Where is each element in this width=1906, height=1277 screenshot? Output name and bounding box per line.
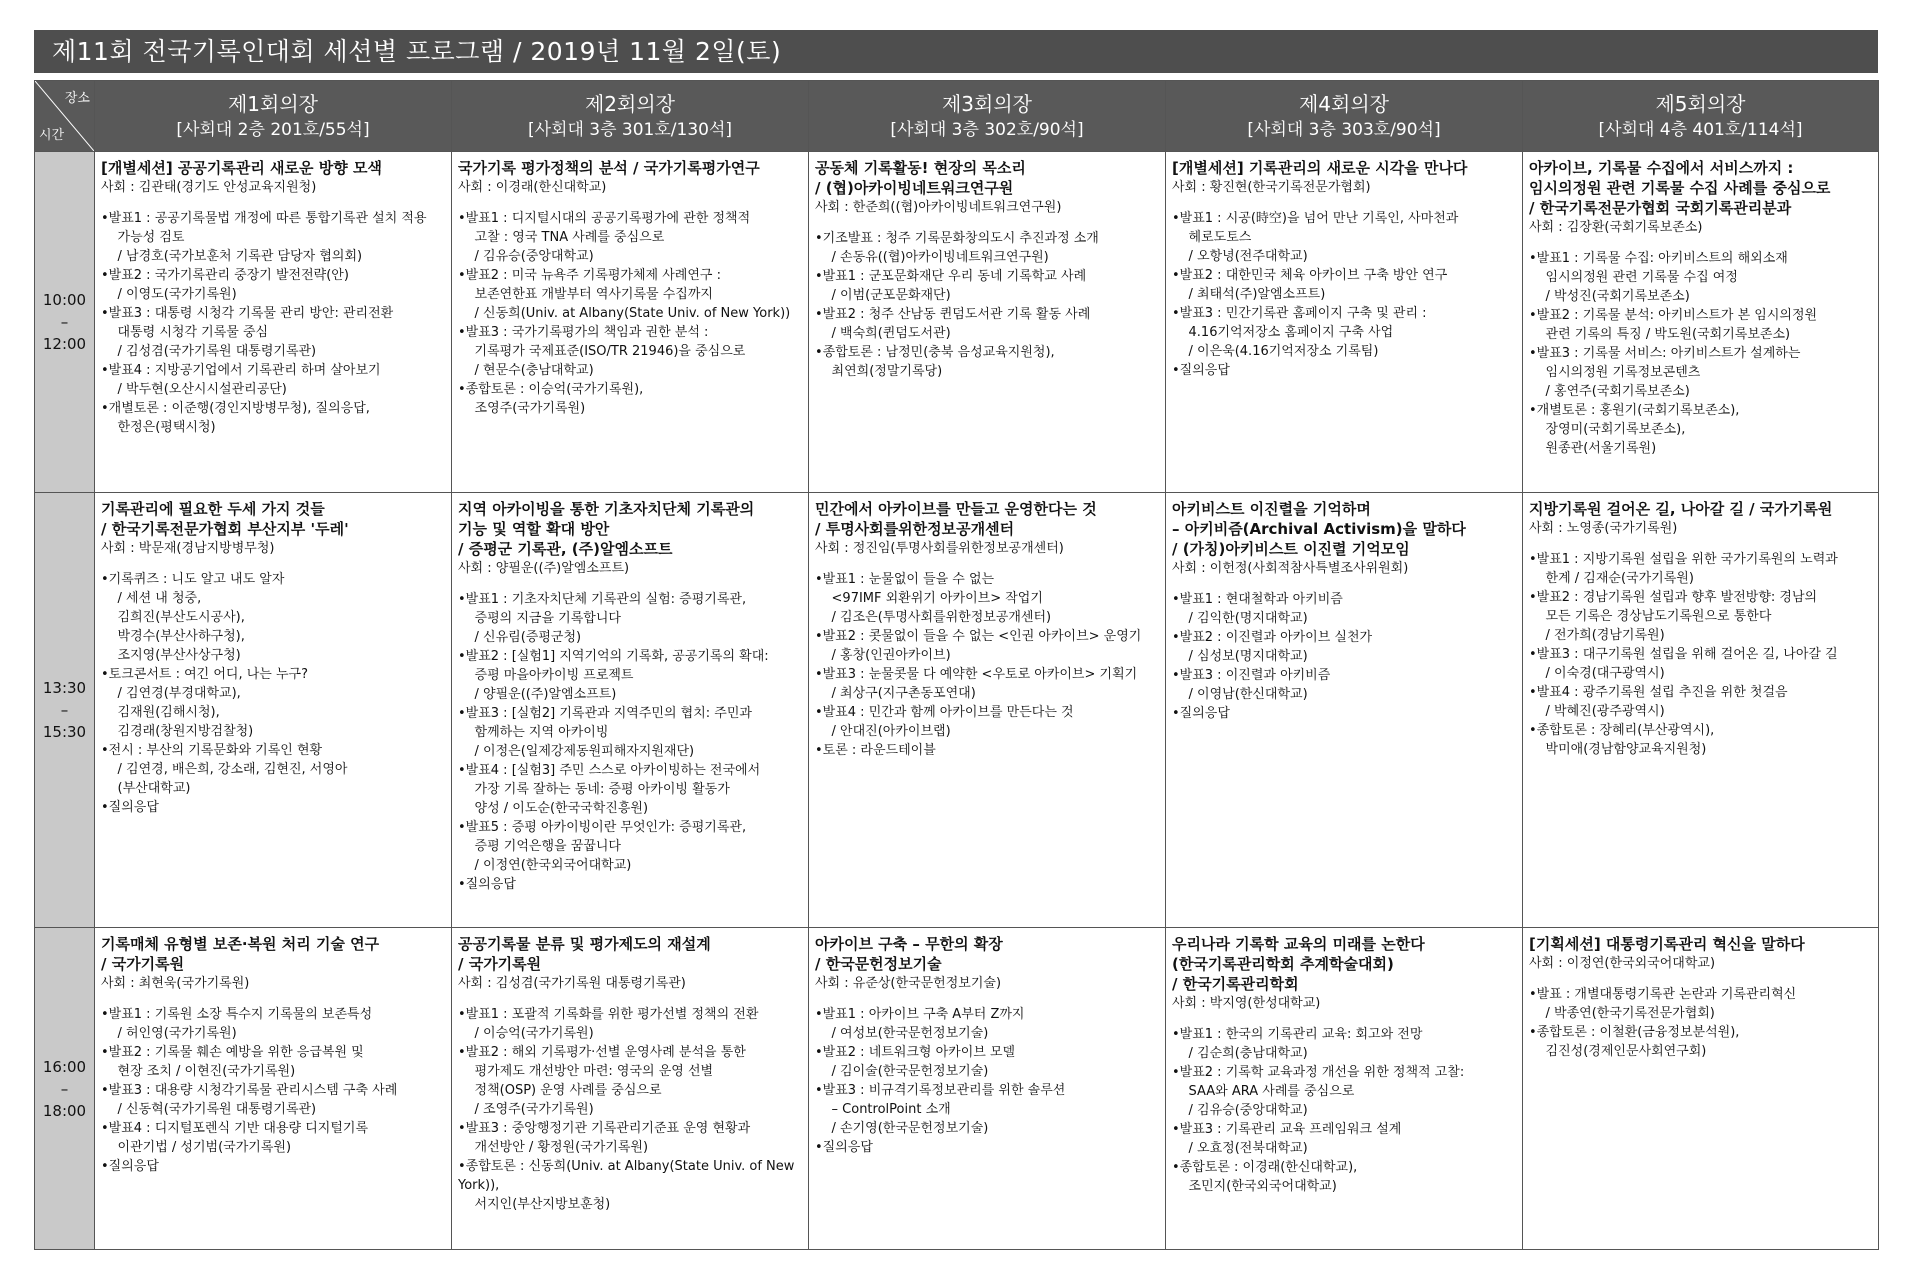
room-header-3: [809, 81, 1166, 152]
program-line: 서지인(부산지방보훈청): [458, 1197, 611, 1212]
session-cell: [95, 493, 452, 928]
session-program: [458, 209, 803, 418]
program-line: 양성 / 이도순(한국국학진흥원): [458, 801, 649, 816]
program-line: / 김연경, 배은희, 강소래, 김현진, 서영아: [101, 762, 348, 777]
session-program: [458, 590, 803, 894]
program-line: •개별토론 : 홍원기(국회기록보존소),: [1529, 403, 1740, 418]
program-line: 한정은(평택시청): [101, 420, 216, 435]
program-line: •발표3 : [실험2] 기록관과 지역주민의 협치: 주민과: [458, 706, 752, 721]
session-program: [101, 570, 446, 817]
time-cell: [35, 152, 95, 493]
session-title: 공동체 기록활동! 현장의 목소리: [815, 159, 1026, 177]
program-line: / 박종연(한국기록전문가협회): [1529, 1006, 1715, 1021]
program-line: •발표2 : 네트워크형 아카이브 모델: [815, 1045, 1016, 1060]
program-line: / 백숙희(퀸덤도서관): [815, 326, 951, 341]
program-line: 김희진(부산도시공사),: [101, 610, 245, 625]
program-line: •발표2 : 기록물 훼손 예방을 위한 응급복원 및: [101, 1045, 364, 1060]
room-location: [사회대 3층 301호/130석]: [527, 120, 733, 140]
program-line: 모든 기록은 경상남도기록원으로 통한다: [1529, 609, 1772, 624]
program-line: •질의응답: [1172, 363, 1230, 378]
time-end: 12:00: [42, 335, 87, 353]
time-cell: [35, 928, 95, 1250]
program-line: •종합토론 : 남정민(충북 음성교육지원청),: [815, 345, 1055, 360]
program-line: •발표2 : 콧물없이 들을 수 없는 <인권 아카이브> 운영기: [815, 629, 1142, 644]
session-moderator: 사회 : 이정연(한국외국어대학교): [1529, 956, 1716, 971]
program-line: •발표4 : [실험3] 주민 스스로 아카이빙하는 전국에서: [458, 763, 761, 778]
program-line: •발표4 : 지방공기업에서 기록관리 하며 살아보기: [101, 363, 381, 378]
session-moderator: 사회 : 정진임(투명사회를위한정보공개센터): [815, 541, 1064, 556]
session-title: 임시의정원 관련 기록물 수집 사례를 중심으로: [1529, 179, 1831, 197]
room-location: [사회대 4층 401호/114석]: [1598, 120, 1803, 140]
program-line: •종합토론 : 장혜리(부산광역시),: [1529, 723, 1715, 738]
program-line: 함께하는 지역 아카이빙: [458, 725, 609, 740]
program-line: 증평 마을아카이빙 프로젝트: [458, 668, 634, 683]
program-line: •질의응답: [101, 1159, 159, 1174]
program-line: •발표2 : 경남기록원 설립과 향후 발전방향: 경남의: [1529, 590, 1818, 605]
session-cell: [452, 152, 809, 493]
program-line: •질의응답: [815, 1140, 873, 1155]
session-program: [815, 570, 1160, 760]
program-line: / 최상구(지구촌동포연대): [815, 686, 976, 701]
program-line: 조민지(한국외국어대학교): [1172, 1179, 1337, 1194]
session-program: [815, 1005, 1160, 1157]
program-line: •발표4 : 민간과 함께 아카이브를 만든다는 것: [815, 705, 1074, 720]
program-table: [34, 80, 1879, 1250]
program-line: 김진성(경제인문사회연구회): [1529, 1044, 1707, 1059]
program-line: •발표1 : 공공기록물법 개정에 따른 통합기록관 설치 적용: [101, 211, 427, 226]
room-name: 제1회의장: [227, 92, 318, 116]
program-line: / 신유림(증평군청): [458, 630, 582, 645]
program-line: / 세션 내 청중,: [101, 591, 202, 606]
session-title: – 아키비즘(Archival Activism)을 말하다: [1172, 520, 1466, 538]
session-title: 아카이브 구축 – 무한의 확장: [815, 935, 1003, 953]
corner-cell: [35, 81, 95, 152]
program-line: 원종관(서울기록원): [1529, 441, 1657, 456]
session-title: / 증평군 기록관, (주)알엠소프트: [458, 540, 673, 558]
program-line: •기조발표 : 청주 기록문화창의도시 추진과정 소개: [815, 231, 1099, 246]
program-line: 임시의정원 기록정보콘텐츠: [1529, 365, 1701, 380]
program-line: 기록평가 국제표준(ISO/TR 21946)을 중심으로: [458, 344, 746, 359]
room-header-2: [452, 81, 809, 152]
program-line: •발표2 : 해외 기록평가·선별 운영사례 분석을 통한: [458, 1045, 746, 1060]
program-line: <97IMF 외환위기 아카이브> 작업기: [815, 591, 1043, 606]
program-line: •발표2 : 국가기록관리 중장기 발전전략(안): [101, 268, 349, 283]
session-cell: [1166, 493, 1523, 928]
session-title: [개별세션] 기록관리의 새로운 시각을 만나다: [1172, 159, 1468, 177]
time-start: 10:00: [42, 291, 87, 309]
session-program: [101, 209, 446, 437]
program-line: •발표 : 개별대통령기록관 논란과 기록관리혁신: [1529, 987, 1797, 1002]
session-title: 공공기록물 분류 및 평가제도의 재설계: [458, 935, 711, 953]
program-line: 현장 조치 / 이현진(국가기록원): [101, 1064, 296, 1079]
program-line: / 양필운((주)알엠소프트): [458, 687, 617, 702]
session-cell: [809, 928, 1166, 1250]
program-line: •발표3 : 대용량 시청각기록물 관리시스템 구축 사례: [101, 1083, 398, 1098]
program-line: •발표3 : 이진렬과 아키비즘: [1172, 668, 1331, 683]
program-line: / 최태석(주)알엠소프트): [1172, 287, 1326, 302]
program-line: / 이범(군포문화재단): [815, 288, 951, 303]
session-moderator: 사회 : 김장환(국회기록보존소): [1529, 220, 1703, 235]
program-line: •발표1 : 시공(時空)을 넘어 만난 기록인, 사마천과: [1172, 211, 1459, 226]
page-title: 제11회 전국기록인대회 세션별 프로그램 / 2019년 11월 2일(토): [34, 30, 1878, 73]
program-line: / 김조은(투명사회를위한정보공개센터): [815, 610, 1052, 625]
program-line: / 김익한(명지대학교): [1172, 611, 1308, 626]
program-line: •질의응답: [1172, 706, 1230, 721]
session-cell: [1523, 928, 1879, 1250]
program-line: 관련 기록의 특징 / 박도원(국회기록보존소): [1529, 327, 1791, 342]
program-line: / 여성보(한국문헌정보기술): [815, 1026, 989, 1041]
time-cell: [35, 493, 95, 928]
program-line: •발표1 : 현대철학과 아키비즘: [1172, 592, 1343, 607]
session-title: 아카이브, 기록물 수집에서 서비스까지 :: [1529, 159, 1794, 177]
session-title: / 한국기록전문가협회 부산지부 '두레': [101, 520, 349, 538]
room-header-4: [1166, 81, 1523, 152]
program-line: •발표1 : 포괄적 기록화를 위한 평가선별 정책의 전환: [458, 1007, 759, 1022]
program-line: •발표2 : 청주 산남동 퀸덤도서관 기록 활동 사례: [815, 307, 1091, 322]
session-moderator: 사회 : 양필운((주)알엠소프트): [458, 561, 630, 576]
program-line: / 박혜진(광주광역시): [1529, 704, 1665, 719]
session-title: / 국가기록원: [101, 955, 185, 973]
session-title: / 국가기록원: [458, 955, 542, 973]
program-line: SAA와 ARA 사례를 중심으로: [1172, 1084, 1355, 1099]
time-slot-row: [35, 928, 1879, 1250]
program-line: 증평 기억은행을 꿈꿉니다: [458, 839, 621, 854]
session-moderator: 사회 : 최현욱(국가기록원): [101, 976, 250, 991]
session-program: [1172, 209, 1517, 380]
session-title: / 한국문헌정보기술: [815, 955, 942, 973]
session-moderator: 사회 : 박문재(경남지방병무청): [101, 541, 275, 556]
room-header-row: [35, 81, 1879, 152]
program-line: – ControlPoint 소개: [815, 1102, 951, 1117]
session-moderator: 사회 : 김관태(경기도 안성교육지원청): [101, 180, 317, 195]
room-header-1: [95, 81, 452, 152]
program-line: / 김유승(중앙대학교): [458, 249, 594, 264]
program-line: •개별토론 : 이준행(경인지방병무청), 질의응답,: [101, 401, 370, 416]
session-title: 기록매체 유형별 보존·복원 처리 기술 연구: [101, 935, 380, 953]
session-program: [1529, 985, 1873, 1061]
room-header-5: [1523, 81, 1879, 152]
program-line: / 김성겸(국가기록원 대통령기록관): [101, 344, 317, 359]
session-moderator: 사회 : 유준상(한국문헌정보기술): [815, 976, 1002, 991]
program-line: 고찰 : 영국 TNA 사례를 중심으로: [458, 230, 665, 245]
session-title: 지역 아카이빙을 통한 기초자치단체 기록관의: [458, 500, 755, 518]
program-line: / 남경호(국가보훈처 기록관 담당자 협의회): [101, 249, 363, 264]
session-title: (한국기록관리학회 추계학술대회): [1172, 955, 1394, 973]
program-line: •기록퀴즈 : 니도 알고 내도 알자: [101, 572, 285, 587]
program-line: •발표1 : 아카이브 구축 A부터 Z까지: [815, 1007, 1025, 1022]
program-line: •발표1 : 디지털시대의 공공기록평가에 관한 정책적: [458, 211, 751, 226]
time-start: 13:30: [42, 679, 87, 697]
session-program: [101, 1005, 446, 1176]
program-line: •발표2 : 대한민국 체육 아카이브 구축 방안 연구: [1172, 268, 1448, 283]
program-line: 박미애(경남함양교육지원청): [1529, 742, 1707, 757]
program-line: •발표2 : 기록학 교육과정 개선을 위한 정책적 고찰:: [1172, 1065, 1465, 1080]
session-cell: [1166, 928, 1523, 1250]
program-line: •종합토론 : 이경래(한신대학교),: [1172, 1160, 1358, 1175]
program-line: / 손기영(한국문헌정보기술): [815, 1121, 989, 1136]
program-line: / 오효정(전북대학교): [1172, 1141, 1308, 1156]
program-line: •발표3 : 대통령 시청각 기록물 관리 방안: 관리전환: [101, 306, 394, 321]
program-line: 대통령 시청각 기록물 중심: [101, 325, 269, 340]
program-line: 김재원(김해시청),: [101, 705, 220, 720]
program-line: •토크콘서트 : 여긴 어디, 나는 누구?: [101, 667, 308, 682]
place-label: 장소: [64, 91, 90, 106]
session-title: 기능 및 역할 확대 방안: [458, 520, 610, 538]
program-line: 최연희(정말기록당): [815, 364, 943, 379]
program-line: •토론 : 라운드테이블: [815, 743, 936, 758]
program-line: •발표5 : 증평 아카이빙이란 무엇인가: 증평기록관,: [458, 820, 747, 835]
program-line: •발표3 : 민간기록관 홈페이지 구축 및 관리 :: [1172, 306, 1427, 321]
program-line: / 신동혁(국가기록원 대통령기록관): [101, 1102, 317, 1117]
program-line: 증평의 지금을 기록합니다: [458, 611, 621, 626]
program-line: •발표2 : 기록물 분석: 아키비스트가 본 임시의정원: [1529, 308, 1818, 323]
program-line: / 김연경(부경대학교),: [101, 686, 241, 701]
program-line: •발표1 : 기록원 소장 특수지 기록물의 보존특성: [101, 1007, 373, 1022]
program-line: •발표2 : 이진렬과 아카이브 실천가: [1172, 630, 1373, 645]
room-name: 제5회의장: [1655, 92, 1746, 116]
session-cell: [452, 928, 809, 1250]
session-cell: [809, 493, 1166, 928]
session-cell: [95, 928, 452, 1250]
session-moderator: 사회 : 한준희((협)아카이빙네트워크연구원): [815, 200, 1062, 215]
program-line: •발표1 : 지방기록원 설립을 위한 국가기록원의 노력과: [1529, 552, 1838, 567]
program-line: / 전가희(경남기록원): [1529, 628, 1665, 643]
program-line: 임시의정원 관련 기록물 수집 여정: [1529, 270, 1738, 285]
session-moderator: 사회 : 김성겸(국가기록원 대통령기록관): [458, 976, 686, 991]
program-line: / 신동희(Univ. at Albany(State Univ. of New York)): [458, 306, 791, 321]
program-line: / 이승억(국가기록원): [458, 1026, 594, 1041]
program-line: •발표4 : 광주기록원 설립 추진을 위한 첫걸음: [1529, 685, 1788, 700]
program-line: / 김이술(한국문헌정보기술): [815, 1064, 989, 1079]
program-line: •발표1 : 한국의 기록관리 교육: 회고와 전망: [1172, 1027, 1423, 1042]
session-cell: [809, 152, 1166, 493]
session-title: 우리나라 기록학 교육의 미래를 논한다: [1172, 935, 1425, 953]
program-line: / 김순희(충남대학교): [1172, 1046, 1308, 1061]
session-title: / (가칭)아키비스트 이진렬 기억모임: [1172, 540, 1410, 558]
program-line: / 홍연주(국회기록보존소): [1529, 384, 1690, 399]
program-line: •발표3 : 비규격기록정보관리를 위한 솔루션: [815, 1083, 1066, 1098]
session-title: 지방기록원 걸어온 길, 나아갈 길 / 국가기록원: [1529, 500, 1833, 518]
program-line: •질의응답: [458, 877, 516, 892]
program-line: / 이영남(한신대학교): [1172, 687, 1308, 702]
time-dash: –: [60, 701, 69, 719]
program-line: 장영미(국회기록보존소),: [1529, 422, 1686, 437]
program-line: / 김유승(중앙대학교): [1172, 1103, 1308, 1118]
session-program: [1172, 590, 1517, 723]
program-line: •발표2 : [실험1] 지역기억의 기록화, 공공기록의 확대:: [458, 649, 769, 664]
program-line: 조지영(부산사상구청): [101, 648, 241, 663]
program-line: •발표3 : 기록관리 교육 프레임워크 설계: [1172, 1122, 1402, 1137]
time-label: 시간: [39, 128, 65, 143]
program-line: / 이은욱(4.16기억저장소 기록팀): [1172, 344, 1379, 359]
session-cell: [1523, 493, 1879, 928]
session-program: [1529, 550, 1873, 759]
session-moderator: 사회 : 이경래(한신대학교): [458, 180, 607, 195]
program-line: / 이정은(일제강제동원피해자지원재단): [458, 744, 695, 759]
program-line: / 안대진(아카이브랩): [815, 724, 951, 739]
program-line: •발표1 : 군포문화재단 우리 동네 기록학교 사례: [815, 269, 1087, 284]
program-line: / 허인영(국가기록원): [101, 1026, 237, 1041]
session-cell: [452, 493, 809, 928]
session-title: / (협)아카이빙네트워크연구원: [815, 179, 1014, 197]
program-line: •발표1 : 기초자치단체 기록관의 실험: 증평기록관,: [458, 592, 747, 607]
session-program: [1529, 249, 1873, 458]
program-line: (부산대학교): [101, 781, 191, 796]
session-moderator: 사회 : 노영종(국가기록원): [1529, 521, 1678, 536]
room-name: 제2회의장: [584, 92, 675, 116]
program-line: •발표3 : 눈물콧물 다 예약한 <우토로 아카이브> 기획기: [815, 667, 1138, 682]
session-moderator: 사회 : 박지영(한성대학교): [1172, 996, 1321, 1011]
room-name: 제4회의장: [1298, 92, 1389, 116]
program-line: •종합토론 : 이철환(금융정보분석원),: [1529, 1025, 1740, 1040]
session-title: [개별세션] 공공기록관리 새로운 방향 모색: [101, 159, 382, 177]
session-title: [기획세션] 대통령기록관리 혁신을 말하다: [1529, 935, 1805, 953]
program-line: 이관기법 / 성기범(국가기록원): [101, 1140, 292, 1155]
program-line: •발표4 : 디지털포렌식 기반 대용량 디지털기록: [101, 1121, 369, 1136]
program-line: / 이정연(한국외국어대학교): [458, 858, 632, 873]
session-program: [815, 229, 1160, 381]
program-line: •발표3 : 국가기록평가의 책임과 권한 분석 :: [458, 325, 709, 340]
program-line: 헤로도토스: [1172, 230, 1252, 245]
program-line: •질의응답: [101, 800, 159, 815]
session-title: / 한국기록관리학회: [1172, 975, 1299, 993]
program-line: / 박두현(오산시시설관리공단): [101, 382, 287, 397]
program-line: 가능성 검토: [101, 230, 185, 245]
session-moderator: 사회 : 이헌정(사회적참사특별조사위원회): [1172, 561, 1409, 576]
time-dash: –: [60, 313, 69, 331]
program-line: / 이숙경(대구광역시): [1529, 666, 1665, 681]
session-cell: [1166, 152, 1523, 493]
program-line: •발표1 : 눈물없이 들을 수 없는: [815, 572, 995, 587]
program-line: 김경래(창원지방검찰청): [101, 724, 254, 739]
room-name: 제3회의장: [941, 92, 1032, 116]
time-slot-row: [35, 152, 1879, 493]
program-line: / 오항녕(전주대학교): [1172, 249, 1308, 264]
program-line: •발표3 : 대구기록원 설립을 위해 걸어온 길, 나아갈 길: [1529, 647, 1838, 662]
session-title: / 한국기록전문가협회 국회기록관리분과: [1529, 199, 1792, 217]
session-cell: [95, 152, 452, 493]
time-start: 16:00: [42, 1057, 87, 1076]
program-line: / 현문수(충남대학교): [458, 363, 594, 378]
program-line: / 심성보(명지대학교): [1172, 649, 1308, 664]
program-line: 4.16기억저장소 홈페이지 구축 사업: [1172, 325, 1394, 340]
program-line: •종합토론 : 이승억(국가기록원),: [458, 382, 644, 397]
program-line: •발표3 : 기록물 서비스: 아키비스트가 설계하는: [1529, 346, 1801, 361]
program-line: / 홍창(인권아카이브): [815, 648, 951, 663]
program-line: •종합토론 : 신동희(Univ. at Albany(State Univ. of New York)),: [458, 1159, 799, 1193]
program-line: •발표2 : 미국 뉴욕주 기록평가체제 사례연구 :: [458, 268, 721, 283]
session-title: 민간에서 아카이브를 만들고 운영한다는 것: [815, 500, 1097, 518]
program-line: 정책(OSP) 운영 사례를 중심으로: [458, 1083, 662, 1098]
program-line: 한계 / 김재순(국가기록원): [1529, 571, 1694, 586]
program-line: / 이영도(국가기록원): [101, 287, 237, 302]
program-line: •발표3 : 중앙행정기관 기록관리기준표 운영 현황과: [458, 1121, 751, 1136]
program-line: •발표1 : 기록물 수집: 아키비스트의 해외소재: [1529, 251, 1788, 266]
session-title: 기록관리에 필요한 두세 가지 것들: [101, 500, 325, 518]
room-location: [사회대 3층 303호/90석]: [1247, 120, 1441, 140]
session-title: 아키비스트 이진렬을 기억하며: [1172, 500, 1371, 518]
program-line: 개선방안 / 황정원(국가기록원): [458, 1140, 649, 1155]
room-location: [사회대 3층 302호/90석]: [890, 120, 1084, 140]
session-cell: [1523, 152, 1879, 493]
program-line: 보존연한표 개발부터 역사기록물 수집까지: [458, 287, 713, 302]
program-line: / 손동유((협)아카이빙네트워크연구원): [815, 250, 1049, 265]
time-end: 18:00: [42, 1101, 87, 1120]
time-end: 15:30: [42, 723, 87, 741]
program-line: / 박성진(국회기록보존소): [1529, 289, 1690, 304]
program-line: 박경수(부산사하구청),: [101, 629, 245, 644]
time-slot-row: [35, 493, 1879, 928]
session-moderator: 사회 : 황진현(한국기록전문가협회): [1172, 180, 1371, 195]
room-location: [사회대 2층 201호/55석]: [176, 120, 370, 140]
session-title: / 투명사회를위한정보공개센터: [815, 520, 1015, 538]
program-line: •전시 : 부산의 기록문화와 기록인 현황: [101, 743, 323, 758]
program-line: 가장 기록 잘하는 동네: 증평 아카이빙 활동가: [458, 782, 730, 797]
program-line: / 조영주(국가기록원): [458, 1102, 594, 1117]
session-program: [1172, 1025, 1517, 1196]
program-line: 평가제도 개선방안 마련: 영국의 운영 선별: [458, 1064, 714, 1079]
program-line: 조영주(국가기록원): [458, 401, 586, 416]
session-program: [458, 1005, 803, 1214]
session-title: 국가기록 평가정책의 분석 / 국가기록평가연구: [458, 159, 760, 177]
time-dash: –: [60, 1079, 69, 1098]
